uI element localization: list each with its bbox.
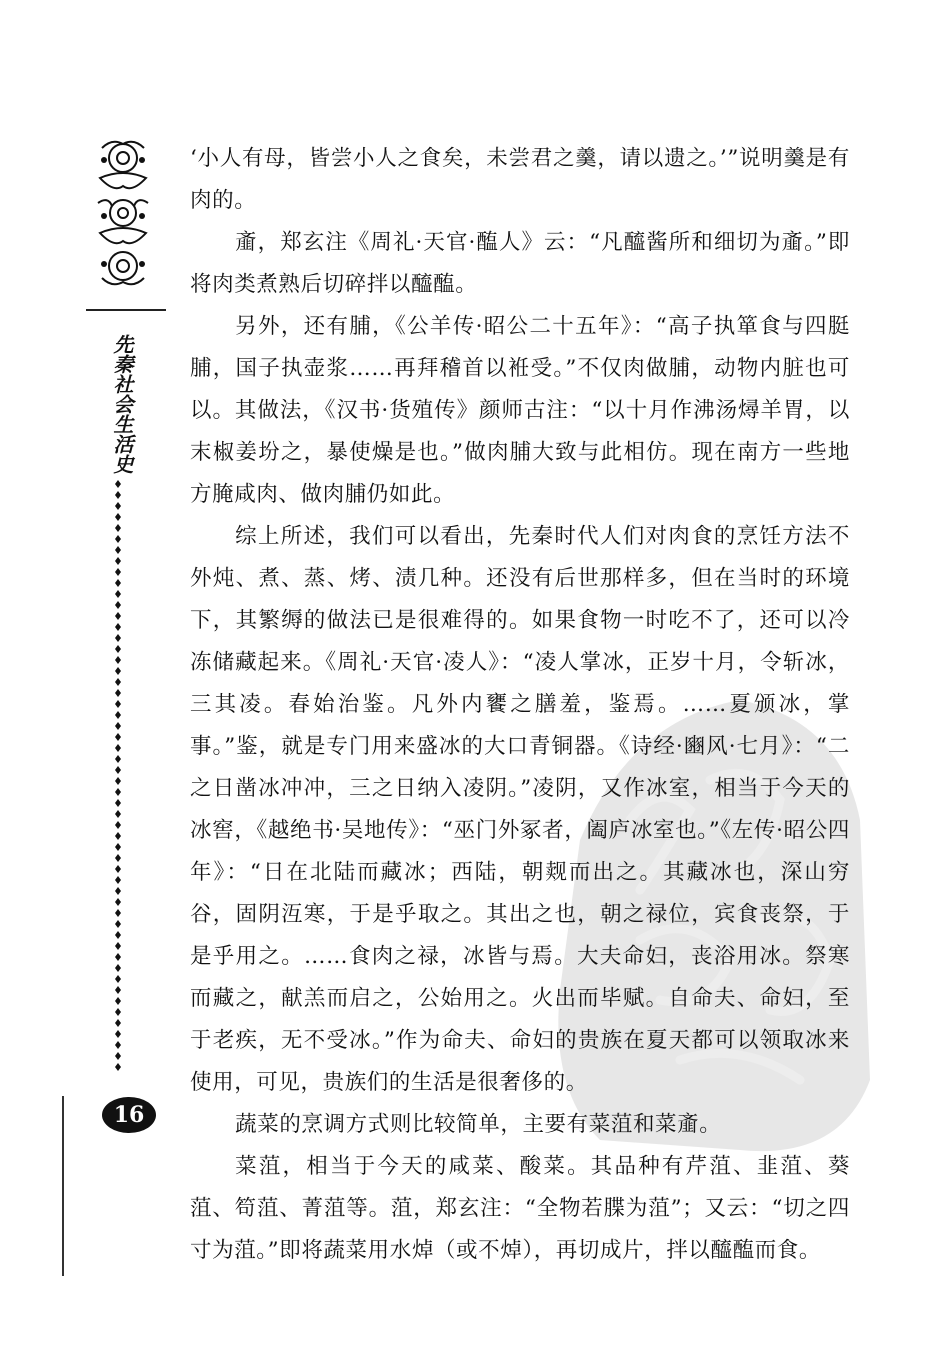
diamond-dot [115,1030,121,1038]
diamond-dot [115,920,121,928]
diamond-dot [115,1052,121,1060]
diamond-dot [115,744,121,752]
paragraph: 综上所述，我们可以看出，先秦时代人们对肉食的烹饪方法不外炖、煮、蒸、烤、渍几种。还没有后世那样多，但在当时的环境下，其繁缛的做法已是很难得的。如果食物一时吃不了，还可以冷冻储藏起来。《周礼·天官·凌人》：“凌人掌冰，正岁十月，令斩冰，三其凌。春始治鉴。凡外内饔之膳羞，鉴焉。……夏颁冰，掌事。”鉴，就是专门用来盛冰的大口青铜器。《诗经·豳风·七月》：“二之日凿冰冲冲，三之日纳入凌阴。”凌阴，又作冰室，相当于今天的冰窖，《越绝书·吴地传》：“巫门外冢者，阖庐冰室也。”《左传·昭公四年》：“日在北陆而藏冰；西陆，朝觌而出之。其藏冰也，深山穷谷，固阴沍寒，于是乎取之。其出之也，朝之禄位，宾食丧祭，于是乎用之。……食肉之禄，冰皆与焉。大夫命妇，丧浴用冰。祭寒而藏之，献羔而启之，公始用之。火出而毕赋。自命夫、命妇，至于老疾，无不受冰。”作为命夫、命妇的贵族在夏天都可以领取冰来使用，可见，贵族们的生活是很奢侈的。 [190,524,850,1095]
paragraph: 菜菹，相当于今天的咸菜、酸菜。其品种有芹菹、韭菹、葵菹、笱菹、菁菹等。菹，郑玄注：“全物若䐑为菹”；又云：“切之四寸为菹。”即将蔬菜用水焯（或不焯），再切成片，拌以醯醢而食。 [190,1154,850,1263]
diamond-dot [115,832,121,840]
diamond-dot [115,513,121,521]
diamond-dot [115,711,121,719]
diamond-dot [115,854,121,862]
diamond-dot [115,656,121,664]
diamond-dot [115,821,121,829]
diamond-dot [115,700,121,708]
diamond-dot [115,535,121,543]
diamond-dot [115,678,121,686]
diamond-dot [115,491,121,499]
diamond-dot [115,953,121,961]
diamond-dot [115,722,121,730]
diamond-dot [115,766,121,774]
diamond-dot [115,799,121,807]
diamond-dot [115,1019,121,1027]
diamond-dot [115,986,121,994]
paragraph: 齑，郑玄注《周礼·天官·醢人》云：“凡醯酱所和细切为齑。”即将肉类煮熟后切碎拌以醯醢。 [190,230,850,297]
diamond-dot [115,524,121,532]
diamond-dot [115,755,121,763]
diamond-dot [115,843,121,851]
ornament-rule [86,309,166,311]
diamond-dot [115,612,121,620]
diamond-dot [115,975,121,983]
diamond-dot [115,788,121,796]
diamond-dot [115,557,121,565]
paragraph: 蔬菜的烹调方式则比较简单，主要有菜菹和菜齑。 [235,1112,722,1137]
diamond-dot [115,876,121,884]
diamond-dot [115,777,121,785]
margin-line [62,1096,64,1276]
diamond-dot [115,898,121,906]
diamond-dot [115,634,121,642]
diamond-dot [115,931,121,939]
diamond-dot [115,997,121,1005]
diamond-dot [115,865,121,873]
diamond-dot [115,942,121,950]
diamond-dot [115,909,121,917]
diamond-dot [115,579,121,587]
paragraph: 另外，还有脯，《公羊传·昭公二十五年》：“高子执箪食与四脡脯，国子执壶浆……再拜稽首以袵受。”不仅肉做脯，动物内脏也可以。其做法，《汉书·货殖传》颜师古注：“以十月作沸汤燖羊胃，以末椒姜坋之，暴使燥是也。”做肉脯大致与此相仿。现在南方一些地方腌咸肉、做肉脯仍如此。 [190,314,850,507]
paragraph: ‘小人有母，皆尝小人之食矣，未尝君之羹，请以遗之。’”说明羹是有肉的。 [190,146,850,213]
diamond-dot [115,733,121,741]
series-title: 先秦社会生活史 [110,334,134,474]
floral-ornament [92,138,154,288]
diamond-dot [115,645,121,653]
diamond-dot [115,502,121,510]
diamond-dot [115,667,121,675]
diamond-dot [115,623,121,631]
diamond-dot [115,689,121,697]
diamond-dot [115,1063,121,1071]
diamond-dot [115,1041,121,1049]
diamond-dot [115,1008,121,1016]
diamond-dot [115,480,121,488]
body-text [190,138,850,1272]
diamond-dot [115,810,121,818]
diamond-dot [115,568,121,576]
page-number: 16 [102,1097,156,1133]
diamond-dot [115,601,121,609]
dotted-rule [113,478,123,1078]
diamond-dot [115,887,121,895]
diamond-dot [115,964,121,972]
diamond-dot [115,546,121,554]
diamond-dot [115,590,121,598]
